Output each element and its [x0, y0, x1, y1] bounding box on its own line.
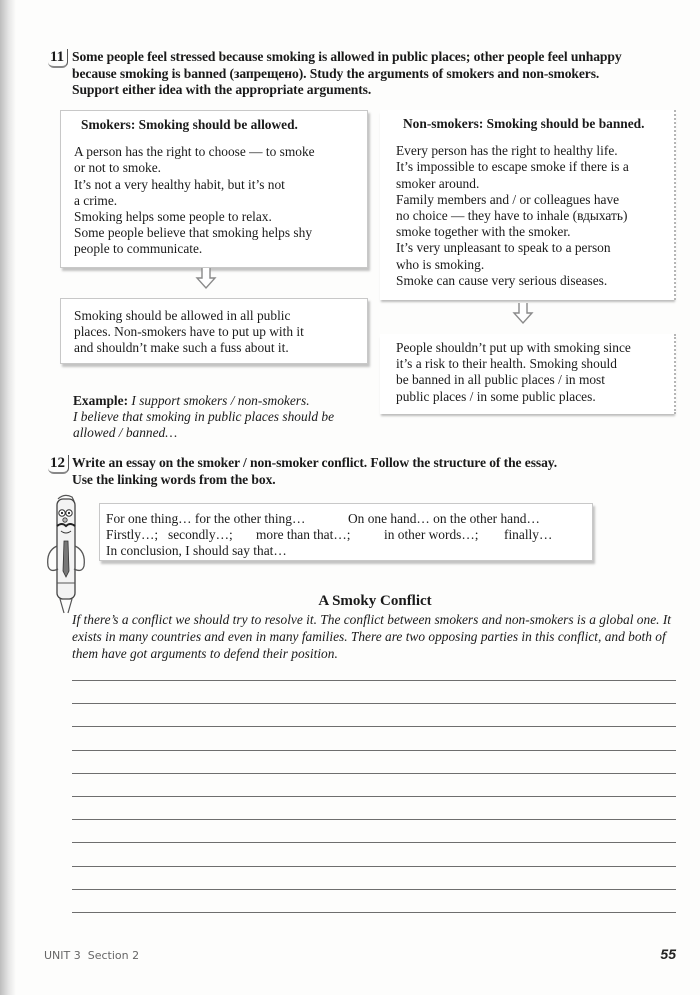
example-line: allowed / banned…	[73, 425, 178, 441]
argument-line: Some people believe that smoking helps shy	[74, 225, 313, 241]
writing-line[interactable]	[72, 703, 676, 704]
linking-phrase: secondly…;	[168, 527, 233, 543]
writing-line[interactable]	[72, 796, 676, 797]
instruction-line: Use the linking words from the box.	[72, 471, 276, 487]
linking-phrase: For one thing… for the other thing…	[106, 511, 306, 526]
non-smokers-title: Non-smokers: Smoking should be banned.	[403, 116, 645, 131]
conclusion-line: places. Non-smokers have to put up with it	[74, 324, 304, 340]
conclusion-line: People shouldn’t put up with smoking since	[396, 340, 631, 355]
arrow-down-icon	[195, 268, 217, 290]
essay-intro: If there’s a conflict we should try to resolve it. The conflict between smokers and non-smokers is a global one. It exists in many countries and even in many families. There are two opposing parties in this conflict, and both of them have got arguments to defend their position.	[72, 612, 672, 661]
smokers-title: Smokers: Smoking should be allowed.	[81, 117, 298, 132]
page-edge-shadow	[0, 0, 16, 995]
task-number-12: 12	[48, 455, 69, 474]
writing-line[interactable]	[72, 889, 676, 890]
example-label: Example:	[73, 393, 129, 408]
argument-line: Smoking helps some people to relax.	[74, 209, 272, 225]
writing-line[interactable]	[72, 912, 676, 913]
argument-line: Family members and / or colleagues have	[396, 191, 620, 207]
linking-row	[106, 543, 592, 559]
conclusion-line: public places / in some public places.	[396, 388, 596, 404]
argument-line: A person has the right to choose — to smoke	[74, 144, 315, 160]
argument-line: smoker around.	[396, 175, 480, 191]
non-smokers-conclusion-box	[380, 334, 676, 414]
arrow-down-icon	[512, 303, 534, 325]
conclusion-line: Smoking should be allowed in all public	[74, 308, 291, 323]
writing-line[interactable]	[72, 750, 676, 751]
linking-phrase: Firstly…;	[106, 527, 159, 543]
argument-line: or not to smoke.	[74, 160, 162, 176]
argument-line: who is smoking.	[396, 256, 485, 272]
argument-line: people to communicate.	[74, 241, 203, 257]
non-smokers-arguments-box	[380, 110, 676, 300]
writing-line[interactable]	[72, 773, 676, 774]
argument-line: It’s not a very healthy habit, but it’s not	[74, 176, 285, 192]
footer-unit-section: UNIT 3 Section 2	[44, 949, 140, 962]
task-12-instructions	[72, 455, 557, 488]
instruction-line: Some people feel stressed because smoking is allowed in public places; other people feel unhappy	[72, 49, 622, 64]
instruction-line: because smoking is banned (запрещено). Study the arguments of smokers and non-smokers.	[72, 65, 600, 81]
writing-line[interactable]	[72, 819, 676, 820]
conclusion-line: and shouldn’t make such a fuss about it.	[74, 340, 289, 356]
argument-line: It’s impossible to escape smoke if there is a	[396, 159, 629, 175]
example-line: I believe that smoking in public places should be	[73, 409, 335, 425]
instruction-line: Support either idea with the appropriate arguments.	[72, 82, 372, 97]
linking-row	[106, 511, 592, 527]
page-number: 55	[660, 946, 676, 962]
argument-line: Smoke can cause very serious diseases.	[396, 272, 608, 288]
example-line: I support smokers / non-smokers.	[131, 393, 310, 408]
writing-line[interactable]	[72, 842, 676, 843]
linking-phrase: finally…	[504, 527, 553, 543]
argument-line: Every person has the right to healthy life.	[396, 143, 618, 159]
linking-phrase: On one hand… on the other hand…	[348, 511, 540, 526]
conclusion-line: be banned in all public places / in most	[396, 372, 605, 388]
linking-phrase: In conclusion, I should say that…	[106, 543, 287, 559]
linking-words-box	[99, 503, 593, 561]
argument-line: a crime.	[74, 192, 118, 208]
essay-title: A Smoky Conflict	[318, 593, 432, 609]
writing-line[interactable]	[72, 866, 676, 867]
writing-line[interactable]	[72, 726, 676, 727]
example-text	[73, 393, 334, 442]
linking-row	[106, 527, 592, 543]
argument-line: smoke together with the smoker.	[396, 224, 571, 240]
smokers-conclusion-box	[60, 298, 368, 364]
linking-phrase: more than that…;	[256, 527, 351, 543]
task-11-instructions	[72, 49, 622, 99]
smokers-arguments-box	[60, 110, 368, 268]
linking-phrase: in other words…;	[384, 527, 479, 543]
argument-line: no choice — they have to inhale (вдыхать)	[396, 208, 628, 224]
writing-line[interactable]	[72, 680, 676, 681]
task-number-11: 11	[48, 49, 68, 68]
conclusion-line: it’s a risk to their health. Smoking should	[396, 356, 617, 372]
instruction-line: Write an essay on the smoker / non-smoker conflict. Follow the structure of the essay.	[72, 455, 558, 470]
argument-line: It’s very unpleasant to speak to a person	[396, 240, 611, 256]
